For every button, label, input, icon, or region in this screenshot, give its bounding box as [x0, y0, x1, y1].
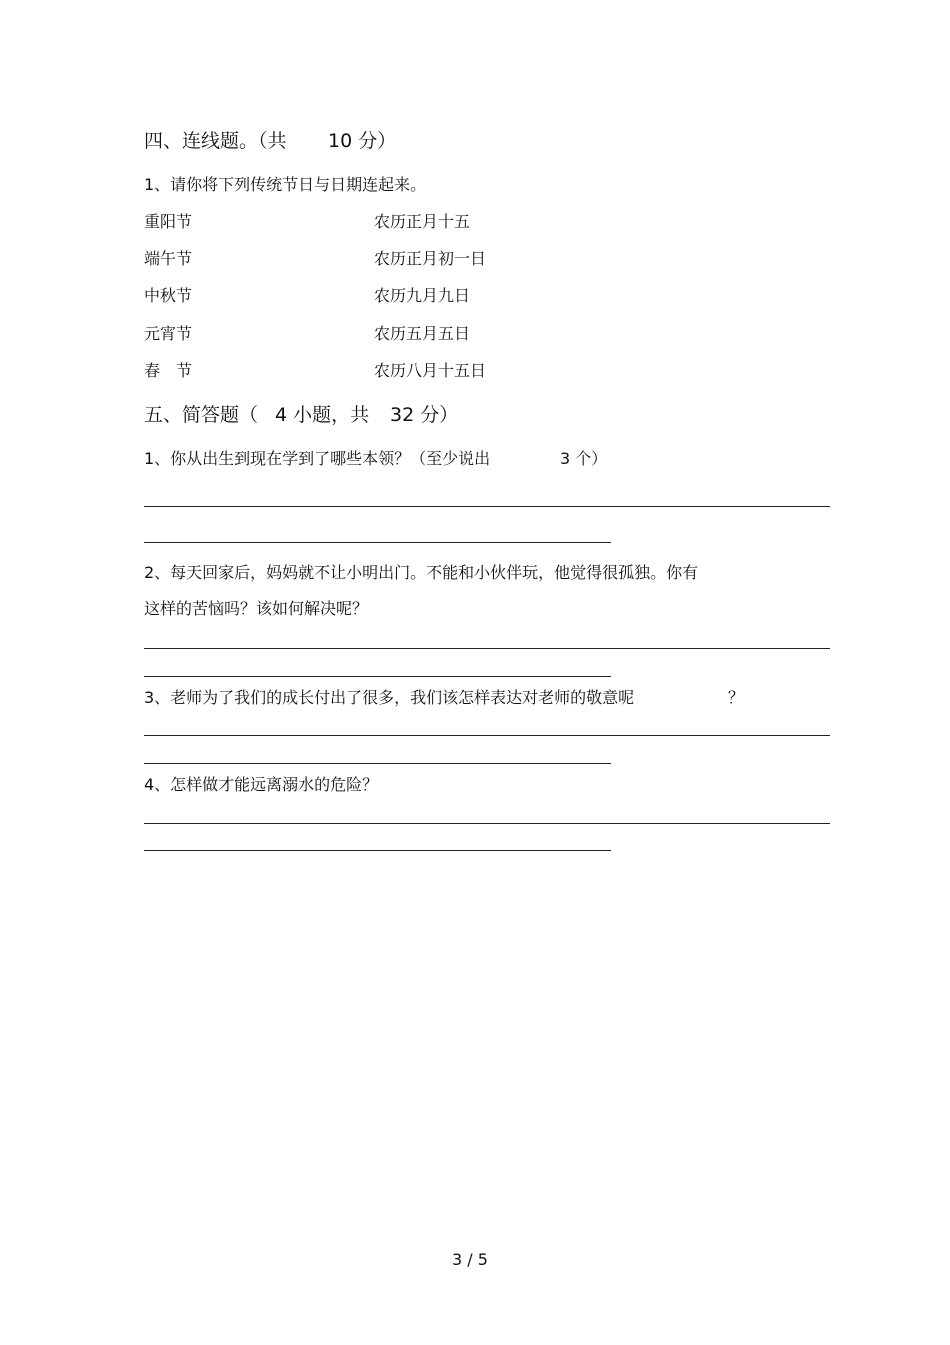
date-item: 农历九月九日 — [374, 286, 471, 305]
section4-score: 10 分） — [328, 130, 397, 152]
section4-question-1: 1、请你将下列传统节日与日期连起来。 — [144, 175, 427, 194]
section5-title-score: 32 分） — [390, 404, 459, 426]
section5-question-3: 3、老师为了我们的成长付出了很多，我们该怎样表达对老师的敬意呢 — [144, 688, 635, 707]
page-number: 3 / 5 — [452, 1250, 488, 1269]
answer-line — [144, 823, 830, 824]
date-item: 农历五月五日 — [374, 324, 471, 343]
festival-item: 中秋节 — [144, 286, 193, 305]
date-item: 农历正月初一日 — [374, 249, 487, 268]
answer-line — [144, 542, 611, 543]
section5-question-3-mark: ？ — [728, 688, 745, 707]
date-item: 农历正月十五 — [374, 212, 471, 231]
date-item: 农历八月十五日 — [374, 361, 487, 380]
section5-question-4: 4、怎样做才能远离溺水的危险？ — [144, 775, 379, 794]
festival-item: 端午节 — [144, 249, 193, 268]
festival-item: 重阳节 — [144, 212, 193, 231]
section5-question-1: 1、你从出生到现在学到了哪些本领？（至少说出 — [144, 449, 491, 468]
answer-line — [144, 850, 611, 851]
answer-line — [144, 506, 830, 507]
section5-title-count: 4 小题，共 — [275, 404, 370, 426]
answer-line — [144, 735, 830, 736]
section4-title: 四、连线题。（共 — [144, 130, 287, 152]
festival-item: 元宵节 — [144, 324, 193, 343]
answer-line — [144, 648, 830, 649]
festival-item: 春 节 — [144, 361, 193, 380]
section5-title: 五、简答题（ — [144, 404, 259, 426]
answer-line — [144, 763, 611, 764]
answer-line — [144, 676, 611, 677]
section5-question-2-line-2: 这样的苦恼吗？该如何解决呢？ — [144, 599, 369, 618]
section5-question-2-line-1: 2、每天回家后，妈妈就不让小明出门。不能和小伙伴玩，他觉得很孤独。你有 — [144, 563, 699, 582]
section5-question-1-count: 3 个） — [560, 449, 608, 468]
